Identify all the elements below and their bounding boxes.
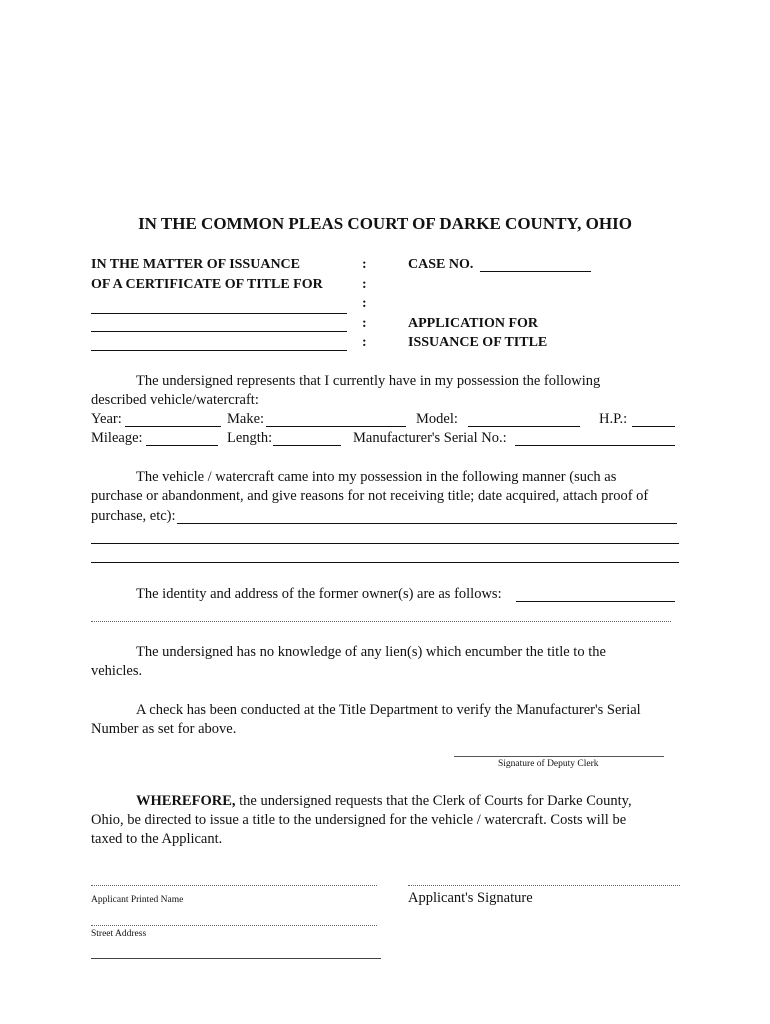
case-no-label: CASE NO. xyxy=(408,257,474,272)
possession-line-2: purchase or abandonment, and give reasons for not receiving title; date acquired, attach proof of xyxy=(91,488,649,504)
caption-colon: : xyxy=(362,296,367,311)
lien-line-1: The undersigned has no knowledge of any lien(s) which encumber the title to the xyxy=(136,644,606,660)
length-label: Length: xyxy=(227,430,273,446)
check-line-2: Number as set for above. xyxy=(91,721,237,737)
possession-field-3[interactable] xyxy=(91,562,679,563)
wherefore-line-3: taxed to the Applicant. xyxy=(91,831,223,847)
hp-field[interactable] xyxy=(632,426,675,427)
applicant-printed-name-line[interactable] xyxy=(91,885,377,886)
possession-line-1: The vehicle / watercraft came into my possession in the following manner (such as xyxy=(136,469,617,485)
street-address-line[interactable] xyxy=(91,925,377,926)
application-line-1: APPLICATION FOR xyxy=(408,316,539,331)
caption-colon: : xyxy=(362,277,367,292)
mileage-label: Mileage: xyxy=(91,430,143,446)
city-state-zip-line[interactable] xyxy=(91,958,381,959)
vehicle-description-line-2[interactable] xyxy=(91,331,347,332)
wherefore-line-2: Ohio, be directed to issue a title to the undersigned for the vehicle / watercraft. Costs will be xyxy=(91,812,627,828)
model-label: Model: xyxy=(416,411,458,427)
caption-colon: : xyxy=(362,335,367,350)
make-label: Make: xyxy=(227,411,265,427)
court-title: IN THE COMMON PLEAS COURT OF DARKE COUNTY, OHIO xyxy=(138,214,632,233)
vehicle-description-line-3[interactable] xyxy=(91,350,347,351)
representation-intro-2: described vehicle/watercraft: xyxy=(91,392,259,408)
matter-line-2: OF A CERTIFICATE OF TITLE FOR xyxy=(91,277,323,292)
lien-line-2: vehicles. xyxy=(91,663,143,679)
wherefore-rest: the undersigned requests that the Clerk of Courts for Darke County, xyxy=(235,793,632,809)
hp-label: H.P.: xyxy=(599,411,628,427)
model-field[interactable] xyxy=(468,426,580,427)
former-owner-text: The identity and address of the former owner(s) are as follows: xyxy=(136,586,502,602)
applicant-signature-line[interactable] xyxy=(408,885,680,886)
application-line-2: ISSUANCE OF TITLE xyxy=(408,335,548,350)
caption-colon: : xyxy=(362,316,367,331)
possession-field-1[interactable] xyxy=(177,523,677,524)
wherefore-lead: WHEREFORE, xyxy=(136,793,236,809)
possession-line-3: purchase, etc): xyxy=(91,508,176,524)
street-address-label: Street Address xyxy=(91,929,147,939)
year-label: Year: xyxy=(91,411,122,427)
matter-line-1: IN THE MATTER OF ISSUANCE xyxy=(91,257,301,272)
representation-intro: The undersigned represents that I currently have in my possession the following xyxy=(136,373,601,389)
case-no-field[interactable] xyxy=(480,271,591,272)
former-owner-field-2[interactable] xyxy=(91,621,671,622)
wherefore-line-1 xyxy=(136,793,632,810)
serial-field[interactable] xyxy=(515,445,675,446)
former-owner-field-1[interactable] xyxy=(516,601,675,602)
applicant-printed-name-label: Applicant Printed Name xyxy=(91,895,184,905)
deputy-clerk-signature-label: Signature of Deputy Clerk xyxy=(498,759,599,769)
possession-field-2[interactable] xyxy=(91,543,679,544)
make-field[interactable] xyxy=(266,426,406,427)
vehicle-description-line-1[interactable] xyxy=(91,313,347,314)
check-line-1: A check has been conducted at the Title Department to verify the Manufacturer's Serial xyxy=(136,702,641,718)
caption-colon: : xyxy=(362,257,367,272)
deputy-clerk-signature-line[interactable] xyxy=(454,756,664,757)
year-field[interactable] xyxy=(125,426,221,427)
applicant-signature-label: Applicant's Signature xyxy=(408,890,533,906)
mileage-field[interactable] xyxy=(146,445,218,446)
length-field[interactable] xyxy=(273,445,341,446)
serial-label: Manufacturer's Serial No.: xyxy=(353,430,507,446)
